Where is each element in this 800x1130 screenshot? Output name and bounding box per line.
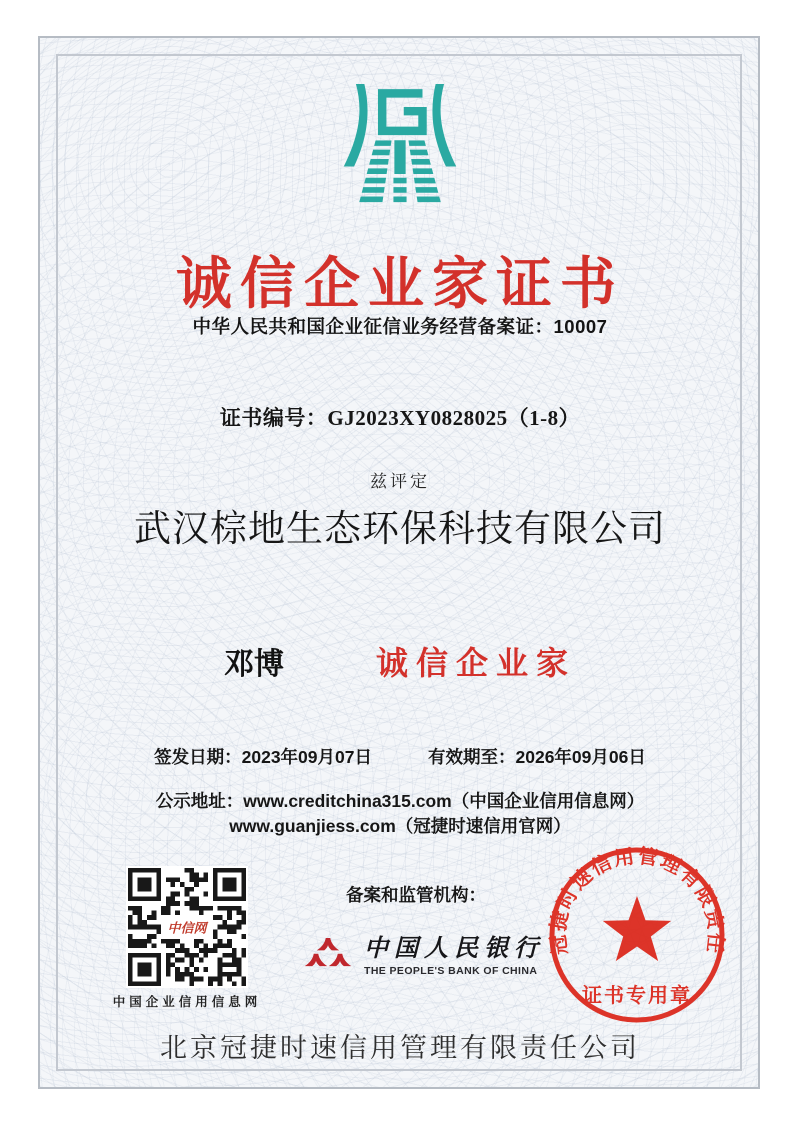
qr-caption: 中国企业信用信息网	[112, 995, 262, 1009]
official-seal	[545, 843, 729, 1027]
pboc-name-cn: 中国人民银行	[364, 936, 544, 962]
pboc-logo	[304, 928, 544, 977]
honoree-name: 邓博	[223, 648, 284, 681]
certificate-title: 诚信企业家证书	[176, 252, 624, 315]
certificate-number: 证书编号：GJ2023XY0828025（1-8）	[219, 406, 581, 430]
qr-center-text: 中信网	[164, 917, 209, 938]
company-name: 武汉棕地生态环保科技有限公司	[134, 509, 666, 550]
pboc-name-en: THE PEOPLE'S BANK OF CHINA	[364, 965, 538, 977]
dates-row	[0, 744, 800, 769]
seal-ring-text: 冠捷时速信用管理有限责任	[547, 845, 727, 957]
regulator-label: 备案和监管机构：	[346, 885, 486, 905]
seal-star-icon	[603, 896, 671, 961]
publicity-address-line1: 公示地址：www.creditchina315.com（中国企业信用信息网）	[155, 791, 645, 811]
valid-until-date: 有效期至：2026年09月06日	[428, 747, 646, 767]
filing-subtitle: 中华人民共和国企业征信业务经营备案证：10007	[192, 316, 608, 337]
issue-date: 签发日期：2023年09月07日	[154, 747, 372, 767]
publicity-address-line2: www.guanjiess.com（冠捷时速信用官网）	[229, 816, 571, 836]
honoree-title: 诚信企业家	[375, 645, 576, 681]
issuer-company-name: 北京冠捷时速信用管理有限责任公司	[160, 1033, 640, 1063]
pboc-emblem-icon	[304, 933, 352, 973]
qr-code	[126, 866, 248, 988]
brand-logo-icon	[325, 82, 475, 211]
seal-bottom-text: 证书专用章	[582, 985, 692, 1007]
evaluation-intro: 兹评定	[370, 472, 430, 491]
honoree-row	[0, 638, 800, 684]
